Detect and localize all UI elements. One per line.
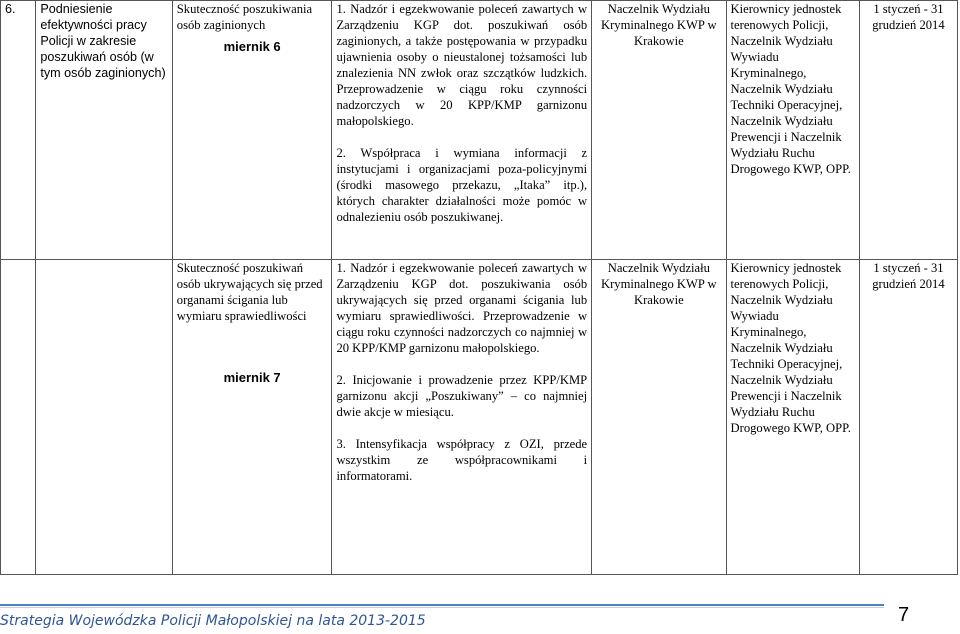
metric-label: miernik 6 bbox=[223, 39, 281, 54]
action-item: 2. Współpraca i wymiana informacji z instytucjami i organizacjami poza-policyjnymi (środki masowego przekazu, „Itaka” itp.), których charakter działalności może pomóc w odnalezieniu osób poszukiwanej. bbox=[336, 146, 588, 224]
footer-divider bbox=[0, 604, 884, 606]
actions-cell bbox=[332, 1, 592, 260]
indicator-cell bbox=[172, 1, 332, 260]
table-row bbox=[1, 1, 958, 260]
period-cell: 1 styczeń - 31 grudzień 2014 bbox=[859, 260, 957, 575]
footer-title: Strategia Wojewódzka Policji Małopolskiej na lata 2013-2015 bbox=[0, 613, 426, 629]
action-item: 1. Nadzór i egzekwowanie poleceń zawartych w Zarządzeniu KGP dot. poszukiwań osób zaginionych, a także postępowania w przypadku ujawnienia osoby o nieustalonej tożsamości lub znalezienia NN zwłok oraz szczątków ludzkich. Przeprowadzenie w ciągu roku czynności nadzorczych w 20 KPP/KMP garnizonu małopolskiego. bbox=[336, 2, 588, 128]
action-item: 3. Intensyfikacja współpracy z OZI, przede wszystkim ze współpracownikami i informatorami. bbox=[336, 437, 588, 483]
indicator-text: Skuteczność poszukiwań osób ukrywających się przed organami ścigania lub wymiaru sprawiedliwości bbox=[176, 261, 323, 323]
period-cell: 1 styczeń - 31 grudzień 2014 bbox=[859, 1, 957, 260]
actions-cell bbox=[332, 260, 592, 575]
action-item: 1. Nadzór i egzekwowanie poleceń zawartych w Zarządzeniu KGP dot. poszukiwania osób ukrywających się przed organami ścigania lub wymiaru sprawiedliwości. Przeprowadzenie w ciągu roku czynności nadzorczych co najmniej w 20 KPP/KMP garnizonu małopolskiego. bbox=[336, 261, 588, 355]
action-item: 2. Inicjowanie i prowadzenie przez KPP/KMP garnizonu akcji „Poszukiwany” – co najmniej dwie akcje w miesiącu. bbox=[336, 373, 588, 419]
row-number bbox=[1, 260, 36, 575]
indicator-cell bbox=[172, 260, 332, 575]
page-number: 7 bbox=[898, 604, 910, 626]
indicator-text: Skuteczność poszukiwania osób zaginionych bbox=[176, 2, 313, 32]
cooperating-cell: Kierownicy jednostek terenowych Policji, Naczelnik Wydziału Wywiadu Kryminalnego, Naczelnik Wydziału Techniki Operacyjnej, Naczelnik Wydziału Prewencji i Naczelnik Wydziału Ruchu Drogowego KWP, OPP. bbox=[726, 1, 859, 260]
goal-cell bbox=[36, 260, 172, 575]
metric-label: miernik 7 bbox=[223, 370, 281, 385]
responsible-cell: Naczelnik Wydziału Kryminalnego KWP w Krakowie bbox=[592, 1, 726, 260]
responsible-cell: Naczelnik Wydziału Kryminalnego KWP w Krakowie bbox=[592, 260, 726, 575]
row-number: 6. bbox=[1, 1, 36, 260]
table-row bbox=[1, 260, 958, 575]
cooperating-cell: Kierownicy jednostek terenowych Policji, Naczelnik Wydziału Wywiadu Kryminalnego, Naczelnik Wydziału Techniki Operacyjnej, Naczelnik Wydziału Prewencji i Naczelnik Wydziału Ruchu Drogowego KWP, OPP. bbox=[726, 260, 859, 575]
footer-divider-light bbox=[0, 607, 884, 608]
goal-cell: Podniesienie efektywności pracy Policji w zakresie poszukiwań osób (w tym osób zaginionych) bbox=[36, 1, 172, 260]
